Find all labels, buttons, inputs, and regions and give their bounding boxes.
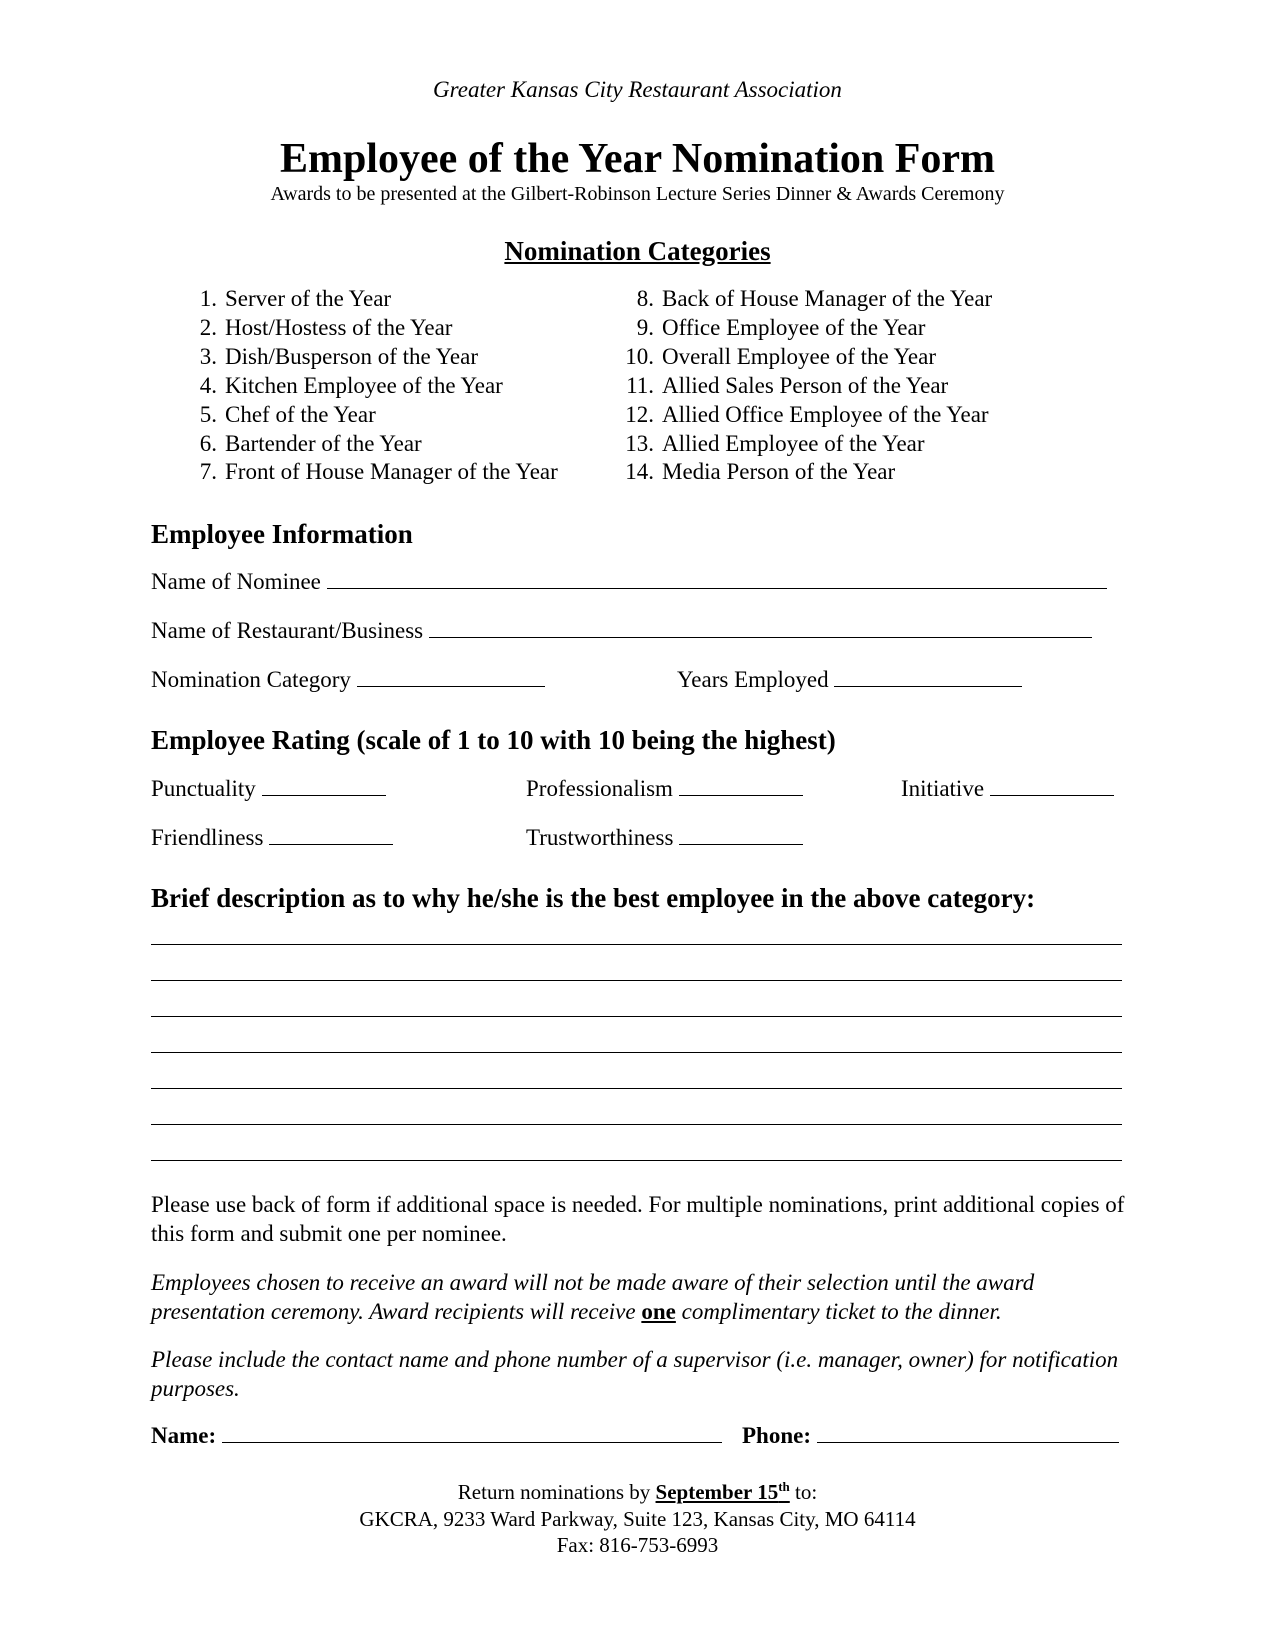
- page-title: Employee of the Year Nomination Form: [279, 136, 996, 182]
- friendliness-label: Friendliness: [151, 825, 264, 850]
- award-note-text: Employees chosen to receive an award will not be made aware of their selection until the award presentation ceremony. Award recipients will receive: [151, 1270, 1035, 1324]
- description-line[interactable]: [151, 980, 1122, 981]
- category-item: [622, 343, 992, 372]
- years-label: Years Employed: [677, 667, 829, 692]
- description-line[interactable]: [151, 1160, 1122, 1161]
- category-label: Kitchen Employee of the Year: [225, 372, 503, 398]
- category-label: Server of the Year: [225, 286, 392, 311]
- description-line[interactable]: [151, 1124, 1122, 1125]
- category-row: [151, 668, 545, 691]
- categories-list-left: [185, 285, 558, 487]
- category-label: Overall Employee of the Year: [662, 343, 937, 369]
- description-line[interactable]: [151, 944, 1122, 945]
- contact-name-field[interactable]: [222, 1424, 722, 1443]
- category-item: [622, 458, 992, 487]
- category-item: [185, 285, 558, 314]
- description-line[interactable]: [151, 1088, 1122, 1089]
- description-line[interactable]: [151, 1052, 1122, 1053]
- category-number: 10.: [625, 343, 654, 369]
- initiative-label: Initiative: [901, 776, 985, 801]
- category-number: 14.: [625, 459, 654, 485]
- return-address: GKCRA, 9233 Ward Parkway, Suite 123, Kansas City, MO 64114: [359, 1507, 916, 1531]
- category-number: 12.: [625, 401, 654, 427]
- punctuality-label: Punctuality: [151, 776, 256, 801]
- business-row: [151, 619, 1092, 642]
- description-line[interactable]: [151, 1016, 1122, 1017]
- return-text: Return nominations by: [457, 1480, 656, 1504]
- award-note: [151, 1268, 1131, 1326]
- contact-phone-field[interactable]: [817, 1424, 1119, 1443]
- categories-heading: Nomination Categories: [504, 236, 771, 266]
- category-item: [622, 401, 992, 430]
- category-item: [185, 430, 558, 459]
- supervisor-note: Please include the contact name and phone number of a supervisor (i.e. manager, owner) for notification purposes.: [151, 1347, 1119, 1401]
- category-item: [185, 458, 558, 487]
- category-field[interactable]: [357, 668, 545, 687]
- category-item: [185, 314, 558, 343]
- category-label: Host/Hostess of the Year: [225, 314, 453, 340]
- category-number: 7.: [199, 459, 217, 485]
- category-label: Allied Sales Person of the Year: [662, 372, 949, 398]
- category-item: [622, 372, 992, 401]
- category-number: 5.: [199, 401, 217, 427]
- employee-info-heading: Employee Information: [151, 519, 413, 549]
- category-label: Nomination Category: [151, 667, 351, 692]
- business-label: Name of Restaurant/Business: [151, 618, 424, 643]
- professionalism-field[interactable]: [679, 777, 803, 796]
- category-item: [622, 285, 992, 314]
- categories-list-right: [622, 285, 992, 487]
- award-note-text-end: complimentary ticket to the dinner.: [675, 1299, 1002, 1324]
- category-label: Office Employee of the Year: [662, 314, 926, 340]
- years-row: [677, 668, 1022, 691]
- category-number: 13.: [625, 430, 654, 456]
- award-note-emphasis: one: [641, 1299, 676, 1324]
- subtitle: Awards to be presented at the Gilbert-Robinson Lecture Series Dinner & Awards Ceremony: [270, 183, 1005, 205]
- category-item: [185, 343, 558, 372]
- trustworthiness-label: Trustworthiness: [526, 825, 674, 850]
- return-text-end: to:: [789, 1480, 818, 1504]
- category-number: 4.: [199, 372, 217, 398]
- category-number: 6.: [199, 430, 217, 456]
- rating-heading: Employee Rating (scale of 1 to 10 with 10 being the highest): [151, 725, 836, 755]
- deadline: [656, 1480, 790, 1504]
- category-number: 8.: [636, 286, 654, 311]
- category-number: 1.: [199, 286, 217, 311]
- category-number: 3.: [199, 343, 217, 369]
- nominee-label: Name of Nominee: [151, 569, 321, 594]
- years-field[interactable]: [834, 668, 1022, 687]
- business-field[interactable]: [429, 619, 1092, 638]
- trustworthiness-field[interactable]: [679, 826, 803, 845]
- deadline-suffix: th: [778, 1479, 790, 1494]
- category-label: Chef of the Year: [225, 401, 376, 427]
- category-number: 2.: [199, 314, 217, 340]
- additional-space-note: Please use back of form if additional space is needed. For multiple nominations, print additional copies of this form and submit one per nominee.: [151, 1192, 1125, 1246]
- fax-number: Fax: 816-753-6993: [556, 1533, 719, 1557]
- category-label: Bartender of the Year: [225, 430, 422, 456]
- category-label: Allied Office Employee of the Year: [662, 401, 989, 427]
- category-item: [185, 372, 558, 401]
- category-label: Back of House Manager of the Year: [662, 286, 993, 311]
- contact-phone-label: Phone:: [742, 1423, 811, 1448]
- friendliness-field[interactable]: [269, 826, 393, 845]
- category-number: 9.: [636, 314, 654, 340]
- deadline-date: September 15: [655, 1480, 779, 1504]
- nominee-row: [151, 570, 1107, 593]
- category-item: [622, 430, 992, 459]
- category-label: Media Person of the Year: [662, 459, 896, 485]
- category-label: Allied Employee of the Year: [662, 430, 925, 456]
- category-number: 11.: [626, 372, 654, 398]
- organization-name: Greater Kansas City Restaurant Association: [433, 77, 842, 102]
- punctuality-field[interactable]: [262, 777, 386, 796]
- description-heading: Brief description as to why he/she is the best employee in the above category:: [151, 883, 1036, 913]
- professionalism-label: Professionalism: [526, 776, 673, 801]
- nominee-field[interactable]: [327, 570, 1107, 589]
- contact-name-label: Name:: [151, 1423, 217, 1448]
- category-label: Front of House Manager of the Year: [225, 459, 558, 485]
- category-item: [622, 314, 992, 343]
- category-label: Dish/Busperson of the Year: [225, 343, 478, 369]
- return-instructions: [0, 1480, 1275, 1503]
- initiative-field[interactable]: [990, 777, 1114, 796]
- category-item: [185, 401, 558, 430]
